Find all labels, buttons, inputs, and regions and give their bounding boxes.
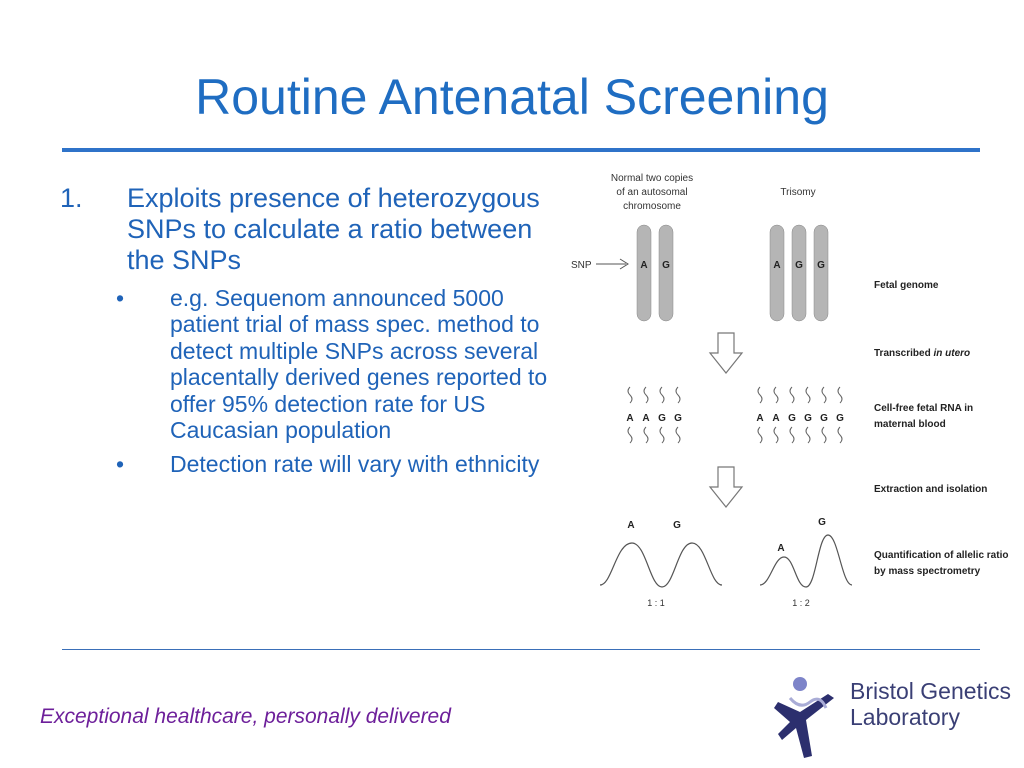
rna-strand (804, 387, 812, 443)
rna-base: G (788, 413, 796, 424)
rna-base: G (820, 413, 828, 424)
ratio-label: 1 : 2 (792, 598, 810, 608)
footer-tagline: Exceptional healthcare, personally delivered (40, 705, 451, 728)
logo-figure-icon (770, 668, 850, 762)
bottom-divider (62, 649, 980, 650)
rna-normal-group (626, 387, 682, 443)
rna-strand (788, 387, 796, 443)
rna-squiggle-bottom (758, 427, 762, 443)
chromosome (792, 225, 806, 321)
logo-head (793, 677, 807, 691)
step-transcribed-text: Transcribed (874, 348, 934, 359)
chromosome (659, 225, 673, 321)
peak-label: G (818, 517, 826, 528)
normal-copies-label-line2: of an autosomal (616, 187, 688, 198)
mass-spec-trace-normal (600, 543, 722, 587)
step-quant-line2: by mass spectrometry (874, 566, 981, 577)
rna-strand (642, 387, 649, 443)
step-transcribed (874, 348, 970, 359)
item-text: Exploits presence of heterozygous SNPs to calculate a ratio between the SNPs (127, 183, 540, 275)
rna-squiggle-top (838, 387, 842, 403)
rna-squiggle-top (660, 387, 664, 403)
rna-squiggle-bottom (838, 427, 842, 443)
normal-copies-label-line3: chromosome (623, 201, 681, 212)
rna-strand (820, 387, 828, 443)
allele-label: A (773, 260, 781, 271)
rna-squiggle-top (758, 387, 762, 403)
chromosome (814, 225, 828, 321)
snp-label: SNP (571, 260, 592, 271)
rna-squiggle-top (790, 387, 794, 403)
allele-label: A (640, 260, 648, 271)
slide-body (60, 183, 550, 486)
rna-squiggle-bottom (774, 427, 778, 443)
trisomy-label: Trisomy (780, 187, 816, 198)
rna-squiggle-top (806, 387, 810, 403)
bullet-text: e.g. Sequenom announced 5000 patient trial of mass spec. method to detect multiple SNPs across several placentally derived genes reported to offer 95% detection rate for US Caucasian population (170, 285, 548, 444)
title-divider (62, 148, 980, 152)
down-arrow-icon (710, 333, 742, 373)
rna-trisomy-group (756, 387, 844, 443)
rna-base: A (772, 413, 780, 424)
rna-strand (626, 387, 633, 443)
rna-strand (658, 387, 666, 443)
chromosome (770, 225, 784, 321)
rna-strand (772, 387, 779, 443)
step-rna-line2: maternal blood (874, 419, 946, 430)
allele-label: G (662, 260, 670, 271)
bullet-list (60, 285, 550, 478)
rna-squiggle-bottom (628, 427, 632, 443)
rna-squiggle-top (644, 387, 648, 403)
slide-title: Routine Antenatal Screening (195, 69, 829, 125)
rna-base: G (804, 413, 812, 424)
rna-squiggle-top (774, 387, 778, 403)
normal-copies-label-line1: Normal two copies (610, 173, 694, 184)
rna-base: A (642, 413, 650, 424)
rna-strand (756, 387, 763, 443)
bristol-genetics-logo (770, 668, 1020, 762)
rna-strand (674, 387, 682, 443)
screening-diagram (560, 165, 1024, 625)
rna-squiggle-bottom (660, 427, 664, 443)
rna-base: G (674, 413, 682, 424)
step-rna-line1: Cell-free fetal RNA in (874, 403, 974, 414)
bullet-marker: • (116, 451, 125, 478)
logo-line2: Laboratory (850, 704, 960, 730)
bullet-item (60, 451, 550, 477)
rna-squiggle-bottom (790, 427, 794, 443)
peak-label: A (627, 520, 635, 531)
logo-line1: Bristol Genetics (850, 678, 1012, 704)
allele-label: G (795, 260, 803, 271)
rna-squiggle-bottom (644, 427, 648, 443)
bullet-marker: • (116, 285, 125, 311)
bullet-item (60, 285, 550, 443)
down-arrow-icon (710, 467, 742, 507)
rna-squiggle-bottom (822, 427, 826, 443)
rna-squiggle-top (822, 387, 826, 403)
peak-label: G (673, 520, 681, 531)
peak-label: A (777, 543, 785, 554)
step-fetal-genome: Fetal genome (874, 280, 939, 291)
rna-base: G (836, 413, 844, 424)
numbered-item (60, 183, 550, 276)
item-number: 1. (60, 183, 83, 213)
rna-base: A (626, 413, 634, 424)
mass-spec-trace-trisomy (760, 535, 852, 587)
step-extraction: Extraction and isolation (874, 484, 988, 495)
bullet-text: Detection rate will vary with ethnicity (170, 451, 540, 478)
rna-squiggle-top (676, 387, 680, 403)
chromosome (637, 225, 651, 321)
rna-base: A (756, 413, 764, 424)
rna-squiggle-bottom (676, 427, 680, 443)
allele-label: G (817, 260, 825, 271)
rna-squiggle-bottom (806, 427, 810, 443)
rna-base: G (658, 413, 666, 424)
rna-strand (836, 387, 844, 443)
rna-squiggle-top (628, 387, 632, 403)
step-quant-line1: Quantification of allelic ratio (874, 550, 1009, 561)
ratio-label: 1 : 1 (647, 598, 665, 608)
step-transcribed-italic: in utero (933, 348, 971, 359)
